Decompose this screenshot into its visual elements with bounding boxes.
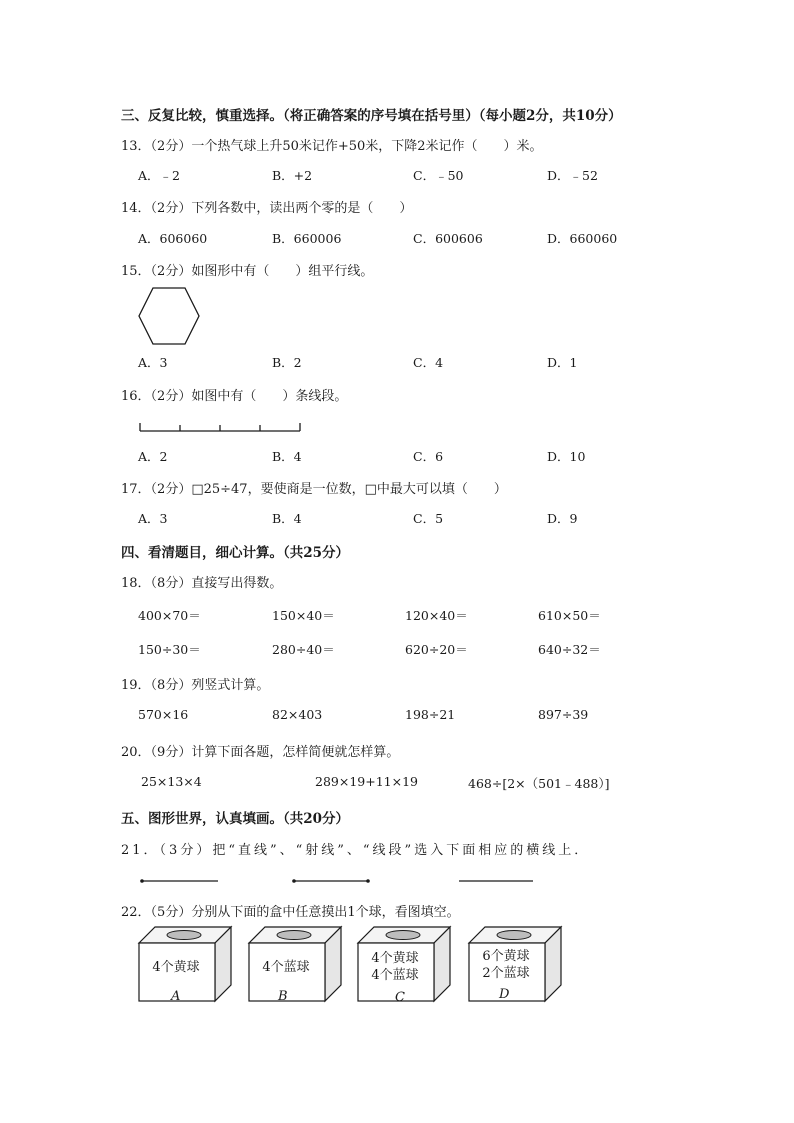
- q16-option-c: C．6: [413, 449, 444, 464]
- section-5-heading: 五、图形世界，认真填画。（共20分）: [121, 811, 350, 827]
- q18-calc-item: 280÷40＝: [272, 642, 335, 657]
- box-c-line-1: 4个黄球: [371, 951, 419, 966]
- segment-figure: [138, 876, 220, 886]
- q15-option-a: A．3: [138, 355, 168, 370]
- ray-figure: [290, 876, 374, 886]
- question-22-text: 22．（5分）分别从下面的盒中任意摸出1个球，看图填空。: [121, 905, 460, 920]
- q16-option-b: B．4: [272, 449, 302, 464]
- question-21-text: 21．（3分）把“直线”、“射线”、“线段”选入下面相应的横线上．: [121, 843, 591, 858]
- q14-option-a: A．606060: [138, 231, 208, 246]
- q18-calc-item: 400×70＝: [138, 608, 201, 623]
- q16-option-d: D．10: [547, 449, 586, 464]
- q17-option-b: B．4: [272, 511, 302, 526]
- box-d-line-2: 2个蓝球: [482, 966, 530, 981]
- q19-calc-item: 570×16: [138, 707, 189, 722]
- q13-option-a: A．﹣2: [138, 168, 180, 183]
- q18-calc-item: 150÷30＝: [138, 642, 201, 657]
- q14-option-d: D．660060: [547, 231, 618, 246]
- q13-option-b: B．+2: [272, 168, 313, 183]
- box-d-line-1: 6个黄球: [482, 949, 530, 964]
- question-13-text: 13．（2分）一个热气球上升50米记作+50米，下降2米记作（ ）米。: [121, 139, 543, 154]
- box-b-line-1: 4个蓝球: [262, 960, 310, 975]
- line-figure: [458, 876, 534, 886]
- q15-option-c: C．4: [413, 355, 444, 370]
- q15-option-b: B．2: [272, 355, 302, 370]
- box-a-label: A: [171, 989, 181, 1004]
- q17-option-a: A．3: [138, 511, 168, 526]
- box-c-line-2: 4个蓝球: [371, 968, 419, 983]
- section-3-heading: 三、反复比较，慎重选择。（将正确答案的序号填在括号里）（每小题2分，共10分）: [121, 108, 622, 124]
- q18-calc-item: 640÷32＝: [538, 642, 601, 657]
- box-d-label: D: [499, 987, 510, 1002]
- q20-calc-item: 468÷[2×（501﹣488）]: [468, 776, 610, 791]
- q19-calc-item: 198÷21: [405, 707, 456, 722]
- hexagon-figure: [137, 287, 201, 345]
- question-16-text: 16．（2分）如图中有（ ）条线段。: [121, 389, 348, 404]
- box-b-label: B: [278, 989, 288, 1004]
- q17-option-d: D．9: [547, 511, 578, 526]
- question-19-text: 19．（8分）列竖式计算。: [121, 678, 270, 693]
- q13-option-c: C．﹣50: [413, 168, 464, 183]
- box-c-label: C: [395, 990, 405, 1005]
- q17-option-c: C．5: [413, 511, 444, 526]
- question-15-text: 15．（2分）如图形中有（ ）组平行线。: [121, 264, 374, 279]
- q20-calc-item: 25×13×4: [141, 774, 202, 789]
- q19-calc-item: 82×403: [272, 707, 323, 722]
- q14-option-b: B．660006: [272, 231, 342, 246]
- question-17-text: 17．（2分）□25÷47，要使商是一位数，□中最大可以填（ ）: [121, 482, 507, 497]
- q19-calc-item: 897÷39: [538, 707, 589, 722]
- q13-option-d: D．﹣52: [547, 168, 598, 183]
- segment-line-figure: [139, 420, 303, 434]
- question-14-text: 14．（2分）下列各数中，读出两个零的是（ ）: [121, 201, 413, 216]
- q16-option-a: A．2: [138, 449, 168, 464]
- question-18-text: 18．（8分）直接写出得数。: [121, 576, 283, 591]
- section-4-heading: 四、看清题目，细心计算。（共25分）: [121, 545, 350, 561]
- q15-option-d: D．1: [547, 355, 578, 370]
- question-20-text: 20．（9分）计算下面各题，怎样简便就怎样算。: [121, 745, 400, 760]
- q18-calc-item: 120×40＝: [405, 608, 468, 623]
- q18-calc-item: 610×50＝: [538, 608, 601, 623]
- box-a-line-1: 4个黄球: [152, 960, 200, 975]
- q18-calc-item: 620÷20＝: [405, 642, 468, 657]
- q14-option-c: C．600606: [413, 231, 483, 246]
- q20-calc-item: 289×19+11×19: [315, 774, 418, 789]
- q18-calc-item: 150×40＝: [272, 608, 335, 623]
